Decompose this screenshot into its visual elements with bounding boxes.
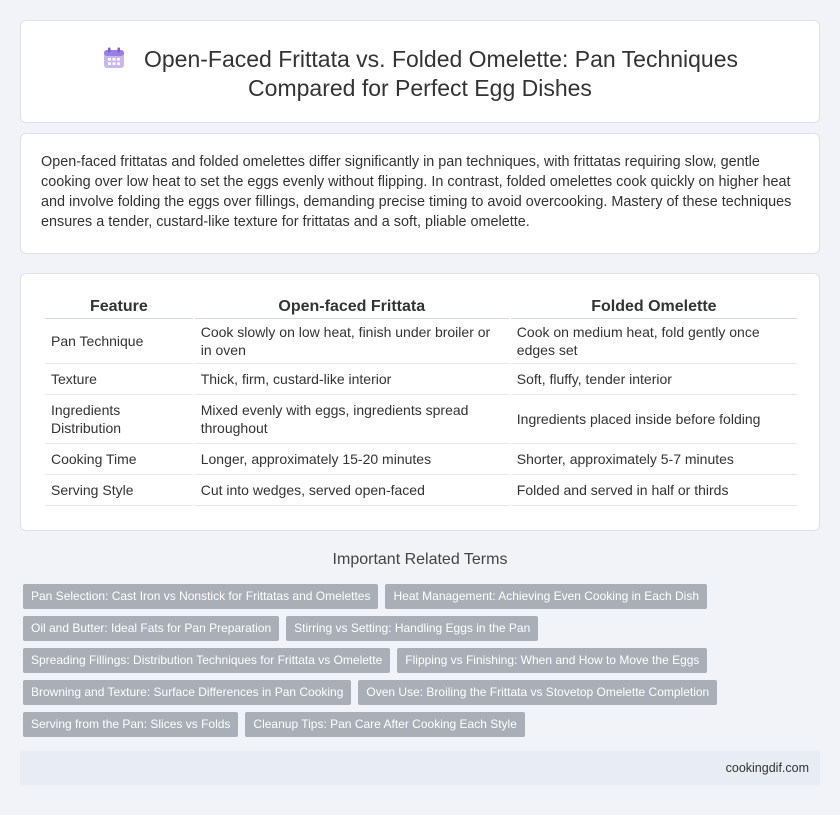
related-term-tag[interactable]: Heat Management: Achieving Even Cooking in Each Dish	[385, 584, 707, 609]
related-term-tag[interactable]: Oven Use: Broiling the Frittata vs Stovetop Omelette Completion	[358, 680, 717, 705]
table-cell-frittata: Cut into wedges, served open-faced	[195, 475, 509, 506]
related-term-tag[interactable]: Serving from the Pan: Slices vs Folds	[23, 712, 238, 737]
related-terms-list	[23, 584, 823, 744]
page-title	[21, 45, 819, 103]
title-line-2: Compared for Perfect Egg Dishes	[248, 75, 592, 101]
table-cell-omelette: Soft, fluffy, tender interior	[511, 364, 797, 395]
header-omelette: Folded Omelette	[511, 292, 797, 319]
table-cell-omelette: Folded and served in half or thirds	[511, 475, 797, 506]
table-cell-omelette: Cook on medium heat, fold gently once edges set	[511, 319, 797, 364]
table-row	[45, 444, 797, 475]
title-line-1: Open-Faced Frittata vs. Folded Omelette: Pan Techniques	[143, 46, 739, 72]
table-cell-feature: Pan Technique	[45, 319, 193, 364]
related-term-tag[interactable]: Cleanup Tips: Pan Care After Cooking Each Style	[245, 712, 524, 737]
table-row	[45, 364, 797, 395]
comparison-card	[20, 273, 820, 531]
related-term-tag[interactable]: Flipping vs Finishing: When and How to Move the Eggs	[397, 648, 707, 673]
table-cell-frittata: Mixed evenly with eggs, ingredients spread throughout	[195, 395, 509, 444]
related-terms-heading: Important Related Terms	[332, 551, 508, 568]
table-cell-feature: Texture	[45, 364, 193, 395]
table-cell-omelette: Ingredients placed inside before folding	[511, 395, 797, 444]
table-cell-feature: Ingredients Distribution	[45, 395, 193, 444]
header-frittata: Open-faced Frittata	[195, 292, 509, 319]
calendar-icon	[102, 46, 126, 70]
intro-card	[20, 133, 820, 254]
intro-paragraph: Open-faced frittatas and folded omelettes differ significantly in pan techniques, with frittatas requiring slow, gentle cooking over low heat to set the eggs evenly without flipping. In contrast, folded omelettes cook quickly on higher heat and involve folding the eggs over fillings, demanding precise timing to avoid overcooking. Mastery of these techniques ensures a tender, custard-like texture for frittatas and a soft, pliable omelette.	[41, 154, 792, 230]
comparison-table	[43, 292, 799, 506]
related-term-tag[interactable]: Browning and Texture: Surface Differences in Pan Cooking	[23, 680, 351, 705]
footer	[20, 751, 820, 785]
table-cell-feature: Serving Style	[45, 475, 193, 506]
site-link[interactable]: cookingdif.com	[725, 761, 809, 775]
table-row	[45, 475, 797, 506]
table-row	[45, 395, 797, 444]
table-row	[45, 319, 797, 364]
table-cell-feature: Cooking Time	[45, 444, 193, 475]
related-term-tag[interactable]: Spreading Fillings: Distribution Techniques for Frittata vs Omelette	[23, 648, 390, 673]
header-card	[20, 20, 820, 123]
table-cell-frittata: Thick, firm, custard-like interior	[195, 364, 509, 395]
related-term-tag[interactable]: Stirring vs Setting: Handling Eggs in the Pan	[286, 616, 538, 641]
table-cell-frittata: Cook slowly on low heat, finish under broiler or in oven	[195, 319, 509, 364]
header-feature: Feature	[45, 292, 193, 319]
table-cell-omelette: Shorter, approximately 5-7 minutes	[511, 444, 797, 475]
table-cell-frittata: Longer, approximately 15-20 minutes	[195, 444, 509, 475]
related-term-tag[interactable]: Oil and Butter: Ideal Fats for Pan Preparation	[23, 616, 279, 641]
related-term-tag[interactable]: Pan Selection: Cast Iron vs Nonstick for Frittatas and Omelettes	[23, 584, 378, 609]
table-header-row	[45, 292, 797, 319]
